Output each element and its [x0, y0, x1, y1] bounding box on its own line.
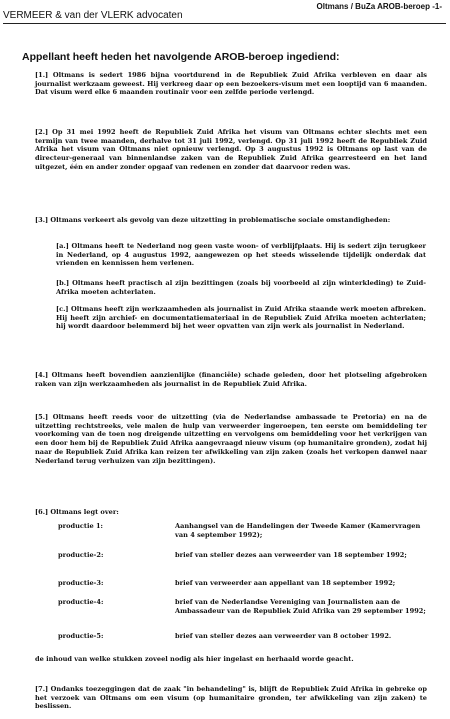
production-description: Aanhangsel van de Handelingen der Tweede Kamer (Kamervragen van 4 september 1992);	[175, 522, 421, 539]
header-rule	[3, 23, 446, 24]
paragraph-3c: [c.] Oltmans heeft zijn werkzaamheden als journalist in Zuid Afrika staande werk moeten afbreken. Hij heeft zijn archief- en documentatiemateriaal in de Republiek Zuid Afrika moeten achterlaten; hij wordt daardoor belemmerd bij het weer opvatten van zijn werk als journalist in Nederland.	[56, 305, 426, 331]
production-label: productie-5:	[58, 632, 104, 640]
production-description: brief van de Nederlandse Vereniging van Journalisten aan de Ambassadeur van de Republiek Zuid Afrika van 29 september 1992;	[175, 598, 426, 615]
paragraph-3a: [a.] Oltmans heeft te Nederland nog geen vaste woon- of verblijfplaats. Hij is sedert zijn terugkeer in Nederland, op 4 augustus 1992, aangewezen op het steeds wisselende tijdelijk onderdak dat vrienden en kennissen hem verlenen.	[56, 242, 426, 268]
firm-name: VERMEER & van der VLERK advocaten	[3, 10, 183, 21]
production-description: brief van verweerder aan appellant van 18 september 1992;	[175, 579, 396, 587]
running-header-right: Oltmans / BuZa AROB-beroep -1-	[316, 2, 442, 11]
production-description: brief van steller dezes aan verweerder van 8 october 1992.	[175, 632, 392, 640]
paragraph-3: [3.] Oltmans verkeert als gevolg van deze uitzetting in problematische sociale omstandigheden:	[35, 216, 391, 224]
paragraph-4: [4.] Oltmans heeft bovendien aanzienlijke (financiële) schade geleden, door het plotseling afgebroken raken van zijn werkzaamheden als journalist in de Republiek Zuid Afrika.	[35, 371, 427, 388]
production-label: productie-3:	[58, 579, 104, 587]
paragraph-6-closing: de inhoud van welke stukken zoveel nodig als hier ingelast en herhaald worde geacht.	[35, 655, 354, 663]
production-label: productie-2:	[58, 551, 104, 559]
paragraph-3b: [b.] Oltmans heeft practisch al zijn bezittingen (zoals bij voorbeeld al zijn winterkleding) te Zuid-Afrika moeten achterlaten.	[56, 279, 426, 296]
paragraph-2: [2.] Op 31 mei 1992 heeft de Republiek Zuid Afrika het visum van Oltmans echter slechts met een termijn van twee maanden, derhalve tot 31 juli 1992, verlengd. Op 31 juli 1992 heeft de Republiek Zuid Afrika het visum van Oltmans niet opnieuw verlengd. Op 3 augustus 1992 is Oltmans op last van de directeur-generaal van binnenlandse zaken van de Republiek Zuid Afrika gearresteerd en het land uitgezet, één en ander zonder opgaaf van redenen en zonder dat daarvoor reden was.	[35, 128, 427, 171]
document-title: Appellant heeft heden het navolgende AROB-beroep ingediend:	[22, 51, 340, 63]
paragraph-5: [5.] Oltmans heeft reeds voor de uitzetting (via de Nederlandse ambassade te Pretoria) en na de uitzetting rechtstreeks, vele malen de hulp van verweerder ingeroepen, ten eerste om bemiddeling ter voorkoming van de toen nog dreigende uitzetting en vervolgens om bemiddeling voor het verkrijgen van een door hem bij de Republiek Zuid Afrika aangevraagd nieuw visum (op humanitaire gronden), zodat hij naar de Republiek Zuid Afrika kan reizen ter afwikkeling van zijn zaken (zoals het verkopen danwel naar Nederland terug verhuizen van zijn bezittingen).	[35, 413, 427, 465]
paragraph-6: [6.] Oltmans legt over:	[35, 508, 119, 516]
production-label: productie-4:	[58, 598, 104, 606]
production-label: productie 1:	[58, 522, 103, 530]
production-description: brief van steller dezes aan verweerder van 18 september 1992;	[175, 551, 407, 559]
paragraph-7: [7.] Ondanks toezeggingen dat de zaak "in behandeling" is, blijft de Republiek Zuid Afrika in gebreke op het verzoek van Oltmans om een visum (op humanitaire gronden, ter afwikkeling van zijn zaken) te beslissen.	[35, 685, 427, 711]
paragraph-1: [1.] Oltmans is sedert 1986 bijna voortdurend in de Republiek Zuid Afrika verbleven en daar als journalist werkzaam geweest. Hij verkreeg daar op een bezoekers-visum met een looptijd van 6 maanden. Dat visum werd elke 6 maanden routinair voor een zelfde periode verlengd.	[35, 71, 427, 97]
